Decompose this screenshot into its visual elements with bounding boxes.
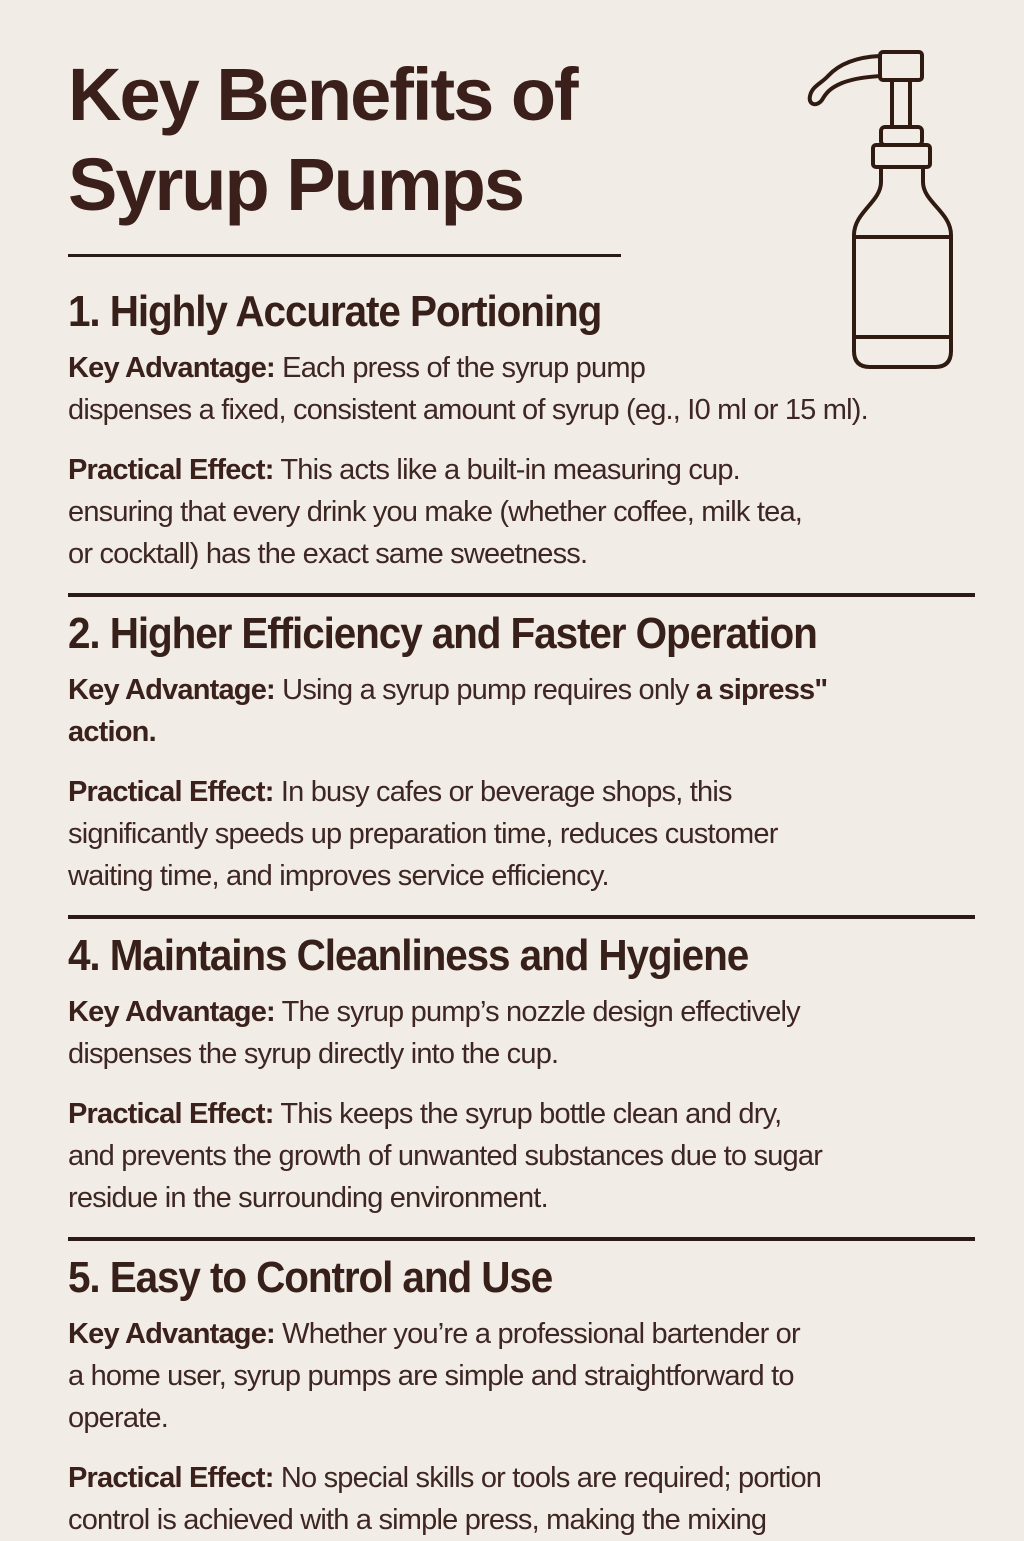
- text-line: waiting time, and improves service efficiency.: [68, 860, 609, 892]
- practical-effect-label: Practical Effect:: [68, 1098, 274, 1130]
- text-segment: Whether you’re a professional bartender or: [282, 1318, 800, 1350]
- text-segment-bold: a sipress": [695, 674, 828, 706]
- section-1-heading: 1. Highly Accurate Portioning: [68, 287, 602, 336]
- text-line: [68, 669, 1000, 711]
- text-segment: No special skills or tools are required; portion: [280, 1462, 822, 1494]
- section-4: [68, 931, 1000, 1219]
- text-line: or cocktall) has the exact same sweetness.: [68, 538, 588, 570]
- page-title-line2: Syrup Pumps: [68, 143, 523, 226]
- section-5-practical-effect: [68, 1457, 1000, 1541]
- text-segment: Using a syrup pump requires only: [282, 674, 689, 706]
- text-line: dispenses the syrup directly into the cup.: [68, 1038, 559, 1070]
- section-5-key-advantage: [68, 1313, 1000, 1439]
- practical-effect-label: Practical Effect:: [68, 1462, 274, 1494]
- section-4-heading: 4. Maintains Cleanliness and Hygiene: [68, 931, 749, 980]
- section-1: [68, 287, 1000, 575]
- text-line: and prevents the growth of unwanted substances due to sugar: [68, 1140, 823, 1172]
- practical-effect-label: Practical Effect:: [68, 454, 274, 486]
- text-line: ensuring that every drink you make (whether coffee, milk tea,: [68, 496, 803, 528]
- page-title: [68, 50, 1000, 230]
- key-advantage-label: Key Advantage:: [68, 352, 275, 384]
- text-line: a home user, syrup pumps are simple and straightforward to: [68, 1360, 794, 1392]
- text-line: action.: [68, 716, 156, 748]
- section-divider: [68, 1237, 975, 1241]
- text-segment: Each press of the syrup pump: [282, 352, 646, 384]
- text-line: [68, 1457, 1000, 1499]
- section-2: [68, 609, 1000, 897]
- section-5-heading: 5. Easy to Control and Use: [68, 1253, 553, 1302]
- section-4-key-advantage: [68, 991, 1000, 1075]
- text-line: control is achieved with a simple press, making the mixing: [68, 1504, 767, 1536]
- section-2-key-advantage: [68, 669, 1000, 753]
- section-2-practical-effect: [68, 771, 1000, 897]
- text-line: [68, 1313, 1000, 1355]
- text-line: [68, 771, 1000, 813]
- key-advantage-label: Key Advantage:: [68, 1318, 275, 1350]
- section-5: [68, 1253, 1000, 1541]
- text-line: [68, 347, 1000, 389]
- key-advantage-label: Key Advantage:: [68, 996, 275, 1028]
- text-line: dispenses a fixed, consistent amount of syrup (eg., I0 ml or 15 ml).: [68, 394, 868, 426]
- text-segment: This keeps the syrup bottle clean and dry,: [280, 1098, 782, 1130]
- page-title-line1: Key Benefits of: [68, 53, 577, 136]
- practical-effect-label: Practical Effect:: [68, 776, 274, 808]
- text-line: [68, 449, 1000, 491]
- section-1-key-advantage: [68, 347, 1000, 431]
- text-segment: The syrup pump’s nozzle design effectively: [281, 996, 800, 1028]
- section-divider: [68, 915, 975, 919]
- section-1-practical-effect: [68, 449, 1000, 575]
- text-line: residue in the surrounding environment.: [68, 1182, 548, 1214]
- text-line: operate.: [68, 1402, 169, 1434]
- text-segment: In busy cafes or beverage shops, this: [280, 776, 732, 808]
- text-line: [68, 1093, 1000, 1135]
- text-line: [68, 991, 1000, 1033]
- text-line: significantly speeds up preparation time, reduces customer: [68, 818, 778, 850]
- title-underline: [68, 254, 621, 257]
- text-segment: This acts like a built-in measuring cup.: [280, 454, 740, 486]
- section-divider: [68, 593, 975, 597]
- section-4-practical-effect: [68, 1093, 1000, 1219]
- key-advantage-label: Key Advantage:: [68, 674, 275, 706]
- section-2-heading: 2. Higher Efficiency and Faster Operation: [68, 609, 817, 658]
